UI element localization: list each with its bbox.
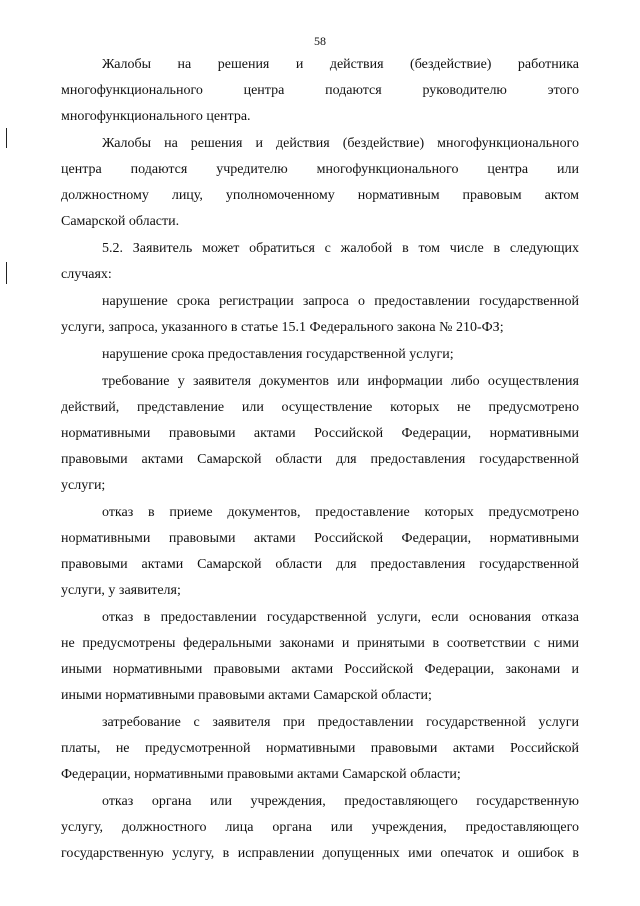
text-line: Самарской области.	[61, 214, 180, 229]
text-line: иными нормативными правовыми актами Самарской области;	[61, 688, 432, 703]
text-line: иными нормативными правовыми актами Российской Федерации, законами и	[61, 662, 579, 677]
paragraph	[61, 131, 579, 235]
text-line: правовыми актами Самарской области для предоставления государственной	[61, 452, 579, 467]
paragraph	[61, 369, 579, 499]
text-line: отказ в предоставлении государственной услуги, если основания отказа	[102, 610, 579, 625]
text-line: нормативными правовыми актами Российской Федерации, нормативными	[61, 426, 579, 441]
text-line: не предусмотрены федеральными законами и принятыми в соответствии с ними	[61, 636, 579, 651]
paragraph	[61, 289, 579, 341]
paragraph	[61, 710, 579, 788]
text-line: услугу, должностного лица органа или учреждения, предоставляющего	[61, 820, 579, 835]
text-line: требование у заявителя документов или информации либо осуществления	[102, 374, 579, 389]
paragraph	[61, 789, 579, 867]
paragraph	[61, 52, 579, 130]
text-line: Федерации, нормативными правовыми актами Самарской области;	[61, 767, 461, 782]
paragraph	[61, 500, 579, 604]
page-number: 58	[314, 34, 326, 48]
text-line: случаях:	[61, 267, 112, 282]
text-line: нарушение срока регистрации запроса о предоставлении государственной	[102, 294, 579, 309]
text-line: услуги, запроса, указанного в статье 15.1 Федерального закона № 210-ФЗ;	[61, 320, 504, 335]
text-line: должностному лицу, уполномоченному нормативным правовым актом	[61, 188, 579, 203]
text-line: отказ в приеме документов, предоставление которых предусмотрено	[102, 505, 579, 520]
text-line: Жалобы на решения и действия (бездействие) многофункционального	[102, 136, 579, 151]
text-line: нарушение срока предоставления государственной услуги;	[102, 347, 454, 362]
margin-binding-mark	[6, 128, 7, 148]
text-line: услуги;	[61, 478, 106, 493]
margin-binding-mark	[6, 262, 7, 284]
text-line: государственную услугу, в исправлении допущенных ими опечаток и ошибок в	[61, 846, 579, 861]
text-line: нормативными правовыми актами Российской Федерации, нормативными	[61, 531, 579, 546]
document-body	[61, 52, 579, 868]
text-line: 5.2. Заявитель может обратиться с жалобой в том числе в следующих	[102, 241, 579, 256]
paragraph	[61, 236, 579, 288]
text-line: многофункционального центра.	[61, 109, 251, 124]
text-line: платы, не предусмотренной нормативными правовыми актами Российской	[61, 741, 579, 756]
paragraph	[61, 605, 579, 709]
text-line: Жалобы на решения и действия (бездействие) работника	[102, 57, 579, 72]
paragraph	[61, 342, 579, 368]
text-line: многофункционального центра подаются руководителю этого	[61, 83, 579, 98]
text-line: действий, представление или осуществление которых не предусмотрено	[61, 400, 579, 415]
text-line: правовыми актами Самарской области для предоставления государственной	[61, 557, 579, 572]
text-line: затребование с заявителя при предоставлении государственной услуги	[102, 715, 579, 730]
text-line: услуги, у заявителя;	[61, 583, 181, 598]
text-line: центра подаются учредителю многофункционального центра или	[61, 162, 579, 177]
text-line: отказ органа или учреждения, предоставляющего государственную	[102, 794, 579, 809]
